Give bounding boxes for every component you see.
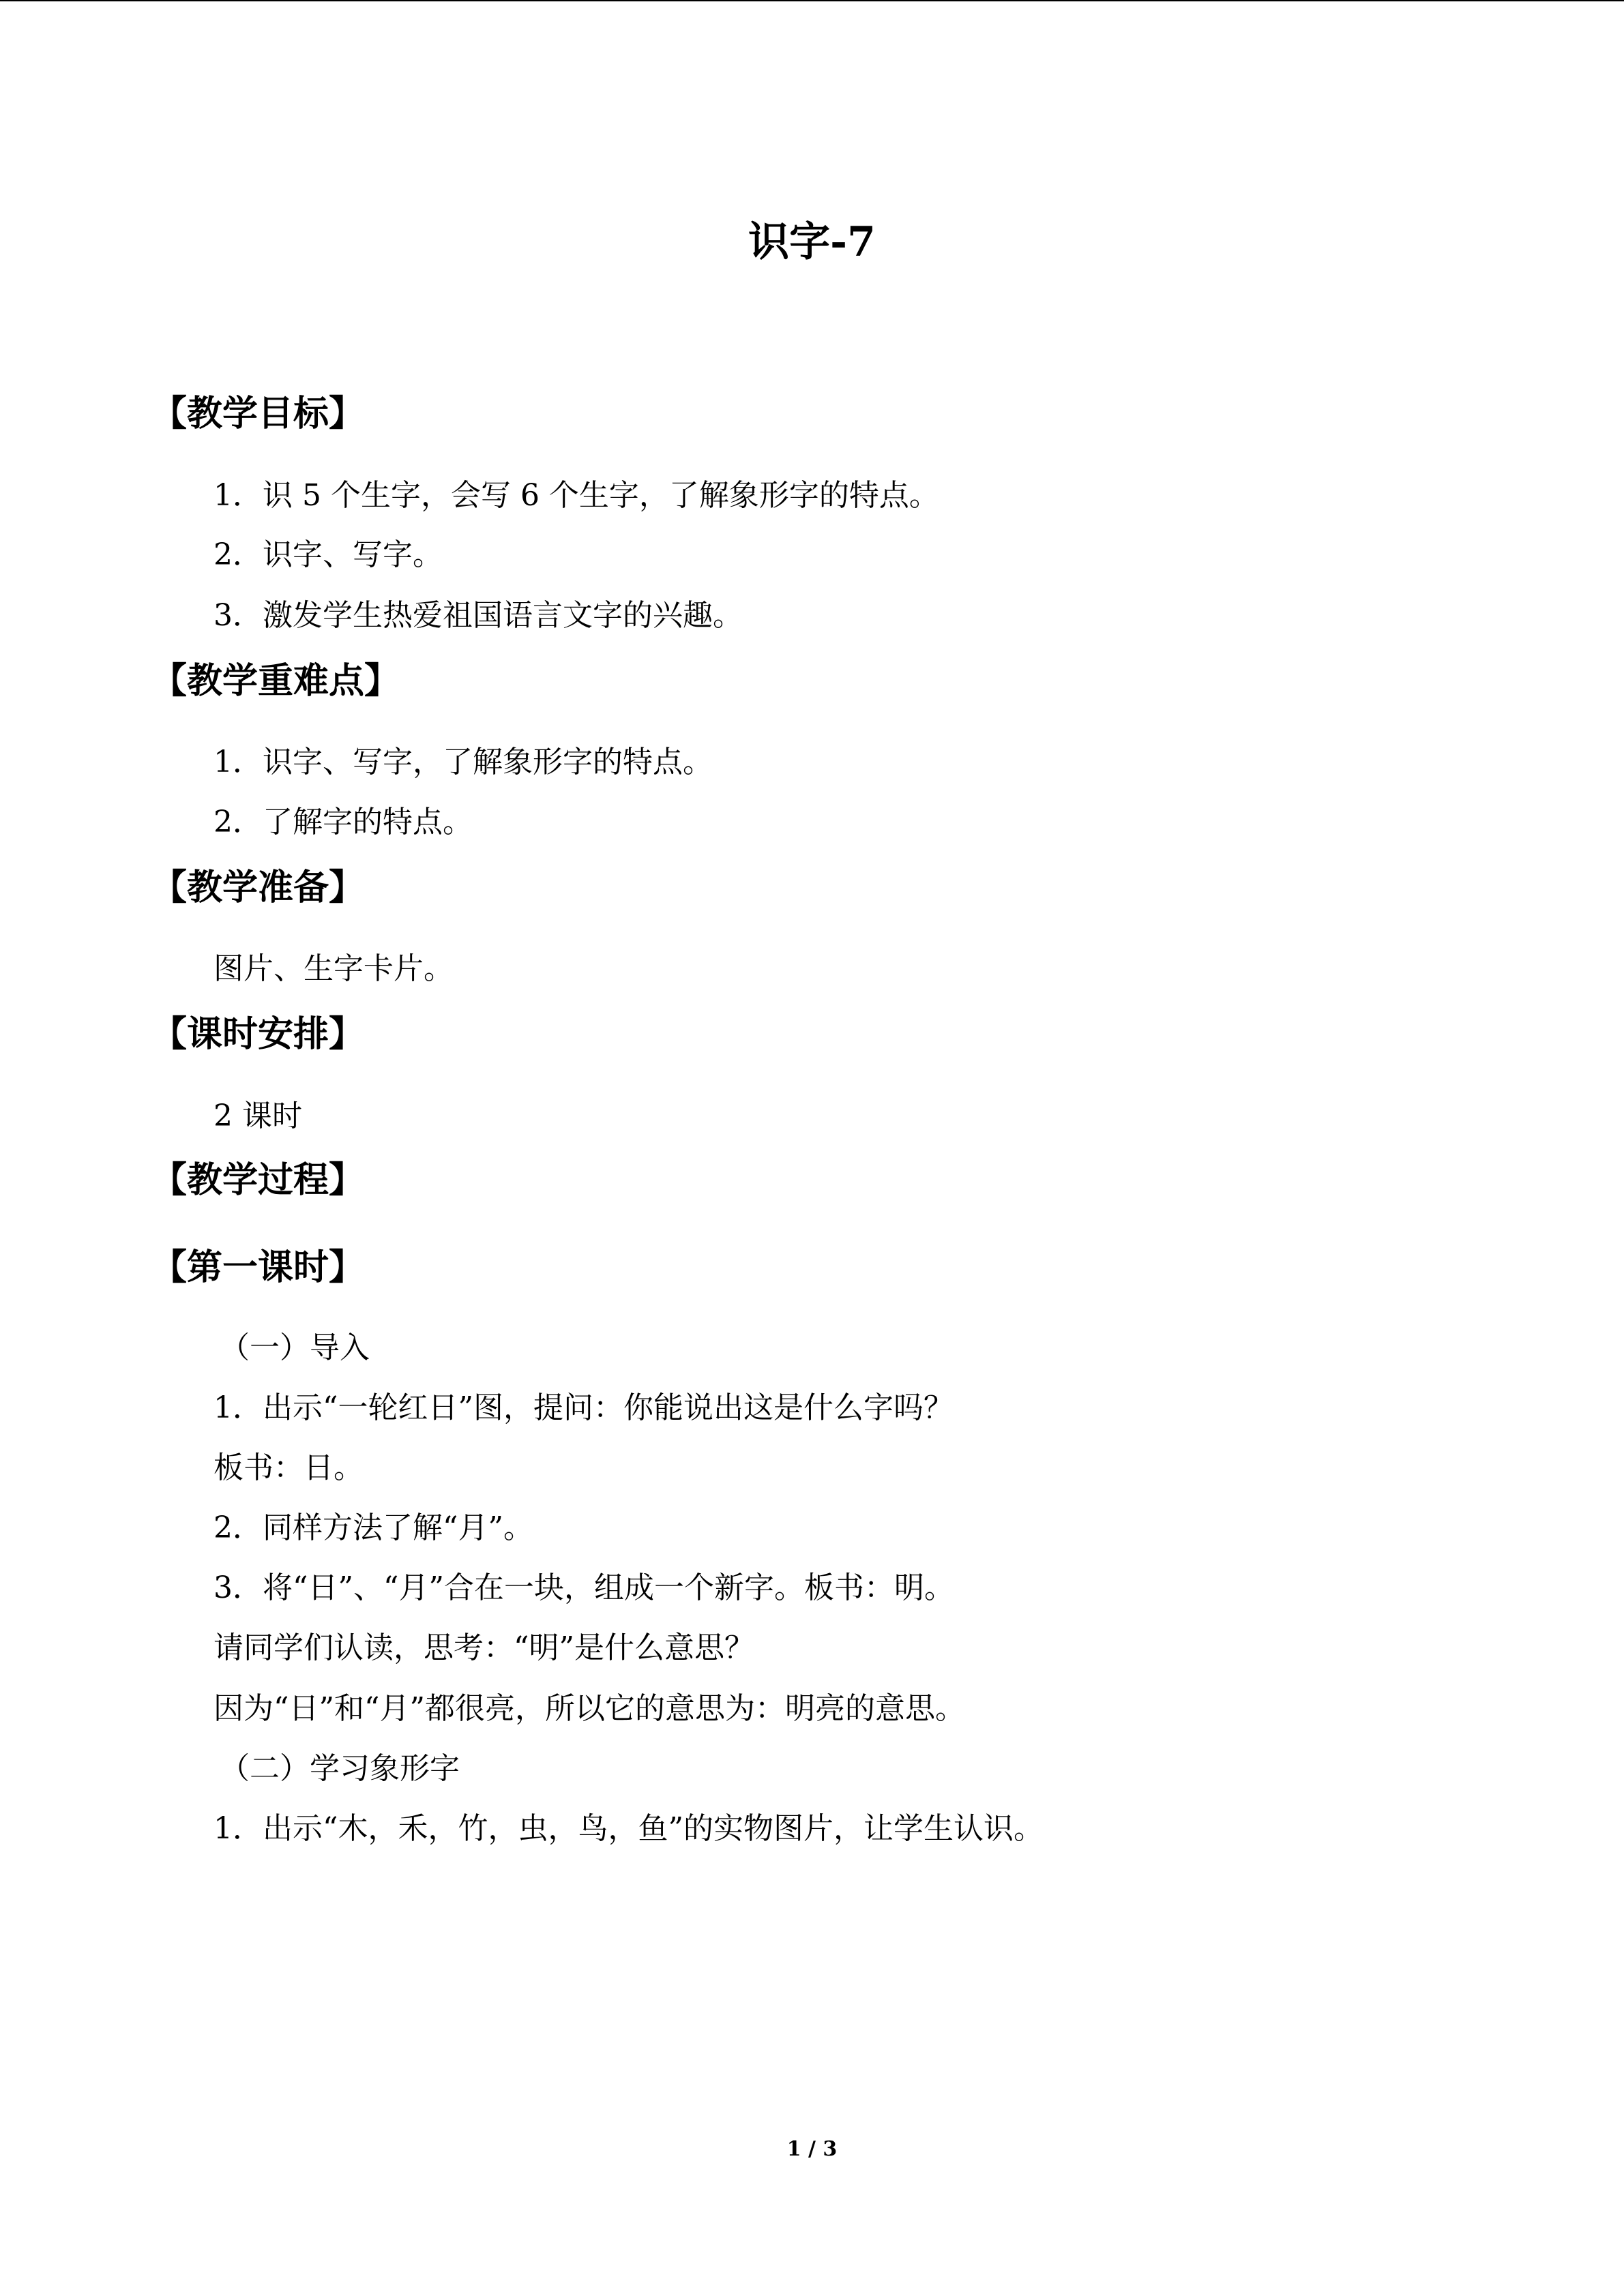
lesson-one-line-4: 2．同样方法了解“月”。 <box>213 1510 533 1545</box>
process-heading: 【教学过程】 <box>151 1159 365 1201</box>
key-point-item-1: 1．识字、写字，了解象形字的特点。 <box>213 745 713 779</box>
objectives-heading: 【教学目标】 <box>151 393 365 434</box>
document-title: 识字-7 <box>748 218 876 266</box>
lesson-one-line-8: （二）学习象形字 <box>220 1751 460 1786</box>
lesson-one-line-5: 3．将“日”、“月”合在一块，组成一个新字。板书：明。 <box>213 1570 954 1605</box>
lesson-one-line-7: 因为“日”和“月”都很亮，所以它的意思为：明亮的意思。 <box>213 1691 965 1726</box>
lesson-one-line-3: 板书：日。 <box>213 1450 364 1485</box>
schedule-heading: 【课时安排】 <box>151 1013 365 1055</box>
lesson-one-heading: 【第一课时】 <box>151 1247 365 1288</box>
objective-item-3: 3．激发学生热爱祖国语言文字的兴趣。 <box>213 598 743 633</box>
objective-item-2: 2．识字、写字。 <box>213 537 443 572</box>
preparation-heading: 【教学准备】 <box>151 867 365 908</box>
page-number: 1 / 3 <box>786 2137 838 2161</box>
key-point-item-2: 2．了解字的特点。 <box>213 805 473 839</box>
objective-item-1: 1．识 5 个生字，会写 6 个生字，了解象形字的特点。 <box>213 478 939 513</box>
lesson-one-line-6: 请同学们认读，思考：“明”是什么意思？ <box>213 1630 754 1665</box>
preparation-text: 图片、生字卡片。 <box>213 951 454 986</box>
key-points-heading: 【教学重难点】 <box>151 660 400 702</box>
lesson-one-line-9: 1．出示“木，禾，竹，虫，鸟，鱼”的实物图片，让学生认识。 <box>213 1811 1044 1846</box>
schedule-text: 2 课时 <box>213 1099 302 1133</box>
lesson-one-line-2: 1．出示“一轮红日”图，提问：你能说出这是什么字吗？ <box>213 1390 954 1425</box>
lesson-one-line-1: （一）导入 <box>220 1330 370 1365</box>
